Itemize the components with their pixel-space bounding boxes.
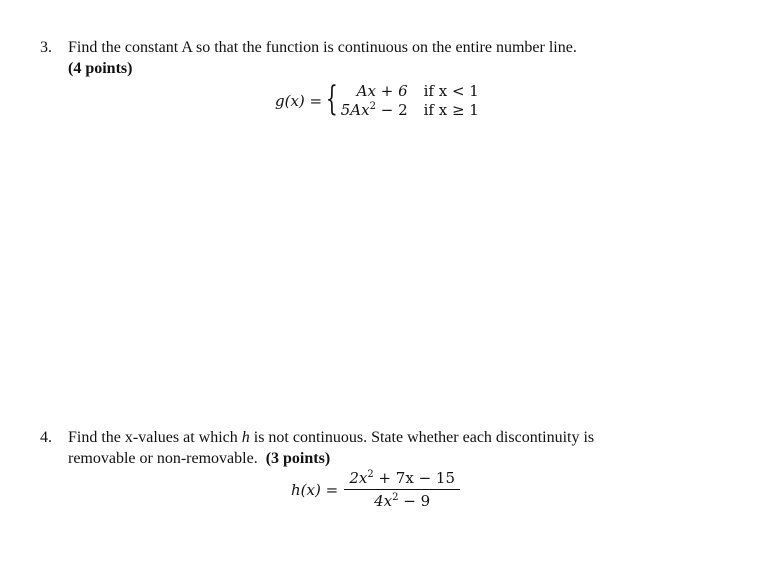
problem-text-line2: removable or non-removable. <box>68 450 258 467</box>
denominator <box>374 490 430 510</box>
case-2-expr-rest: − 2 <box>375 101 408 119</box>
case-1-expression: Ax + 6 <box>356 82 408 100</box>
case-2-condition: if x ≥ 1 <box>423 101 479 119</box>
function-lhs: h(x) = <box>291 480 339 499</box>
problem-text-start: Find the x-values at which <box>68 429 242 446</box>
function-variable: h <box>241 429 250 446</box>
problem-number: 3. <box>40 39 52 56</box>
case-1-condition: if x < 1 <box>423 82 479 100</box>
function-lhs: g(x) = <box>275 92 323 110</box>
case-2-exponent: 2 <box>369 101 376 112</box>
numerator-exponent: 2 <box>367 469 374 480</box>
problem-4-line-2 <box>40 448 740 469</box>
rational-function <box>291 469 460 510</box>
numerator <box>347 469 457 489</box>
denominator-base: 4x <box>374 492 393 510</box>
left-brace: { <box>325 79 338 119</box>
problem-points: (3 points) <box>265 450 331 467</box>
problem-number: 4. <box>40 429 52 446</box>
problem-3 <box>40 37 740 119</box>
numerator-rest: + 7x − 15 <box>373 469 456 487</box>
problem-points: (4 points) <box>68 60 133 77</box>
piecewise-cases <box>341 82 479 120</box>
fraction <box>344 469 460 510</box>
denominator-rest: − 9 <box>398 492 431 510</box>
problem-3-question <box>40 37 740 58</box>
problem-4 <box>40 427 740 510</box>
problem-text-end: is not continuous. State whether each discontinuity is <box>249 429 595 446</box>
case-2-expression <box>341 101 408 120</box>
denominator-exponent: 2 <box>392 492 399 503</box>
case-2-expr-base: 5Ax <box>340 101 370 119</box>
problem-4-question <box>40 427 740 448</box>
piecewise-function <box>275 81 479 121</box>
problem-text: Find the constant A so that the function is continuous on the entire number line. <box>68 39 577 56</box>
numerator-base: 2x <box>349 469 368 487</box>
